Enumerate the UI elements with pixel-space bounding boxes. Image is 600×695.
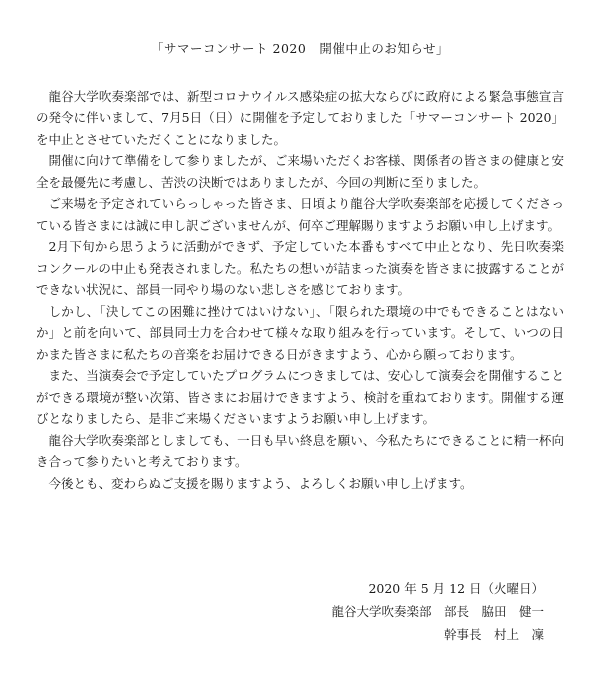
document-title: 「サマーコンサート 2020 開催中止のお知らせ」 [151, 41, 449, 56]
signature-block [331, 577, 544, 646]
document-date: 2020 年 5 月 12 日（火曜日） [368, 581, 544, 596]
signer-secretary: 幹事長 村上 凜 [443, 627, 544, 642]
paragraph: 龍谷大学吹奏楽部では、新型コロナウイルス感染症の拡大ならびに政府による緊急事態宣言の発令に伴いまして、7月5日（日）に開催を予定しておりました「サマーコンサート 2020」を中止とさせていただくことになりました。 [36, 88, 564, 147]
paragraph: また、当演奏会で予定していたプログラムにつきましては、安心して演奏会を開催することができる環境が整い次第、皆さまにお届けできますよう、検討を重ねております。開催する運びとなりましたら、是非ご来場くださいますようお願い申し上げます。 [36, 368, 564, 426]
paragraph: 開催に向けて準備をして参りましたが、ご来場いただくお客様、関係者の皆さまの健康と安全を最優先に考慮し、苦渋の決断ではありましたが、今回の判断に至りました。 [36, 153, 564, 190]
paragraph: 今後とも、変わらぬご支援を賜りますよう、よろしくお願い申し上げます。 [48, 475, 473, 491]
signer-director: 龍谷大学吹奏楽部 部長 脇田 健一 [331, 604, 544, 619]
paragraph: ご来場を予定されていらっしゃった皆さま、日頃より龍谷大学吹奏楽部を応援してくださっている皆さまには誠に申し訳ございませんが、何卒ご理解賜りますようお願い申し上げます。 [36, 196, 564, 233]
document-body [36, 86, 564, 495]
paragraph: しかし、「決してこの困難に挫けてはいけない」、「限られた環境の中でもできることはないか」と前を向いて、部員同士力を合わせて様々な取り組みを行っています。そして、いつの日かまた皆さまに私たちの音楽をお届けできる日がきますよう、心から願っております。 [36, 303, 564, 362]
paragraph: 龍谷大学吹奏楽部としましても、一日も早い終息を願い、今私たちにできることに精一杯向き合って参りたいと考えております。 [36, 432, 564, 469]
paragraph: 2月下旬から思うように活動ができず、予定していた本番もすべて中止となり、先日吹奏楽コンクールの中止も発表されました。私たちの想いが詰まった演奏を皆さまに披露することができない状況に、部員一同やり場のない悲しさを感じております。 [36, 239, 564, 297]
